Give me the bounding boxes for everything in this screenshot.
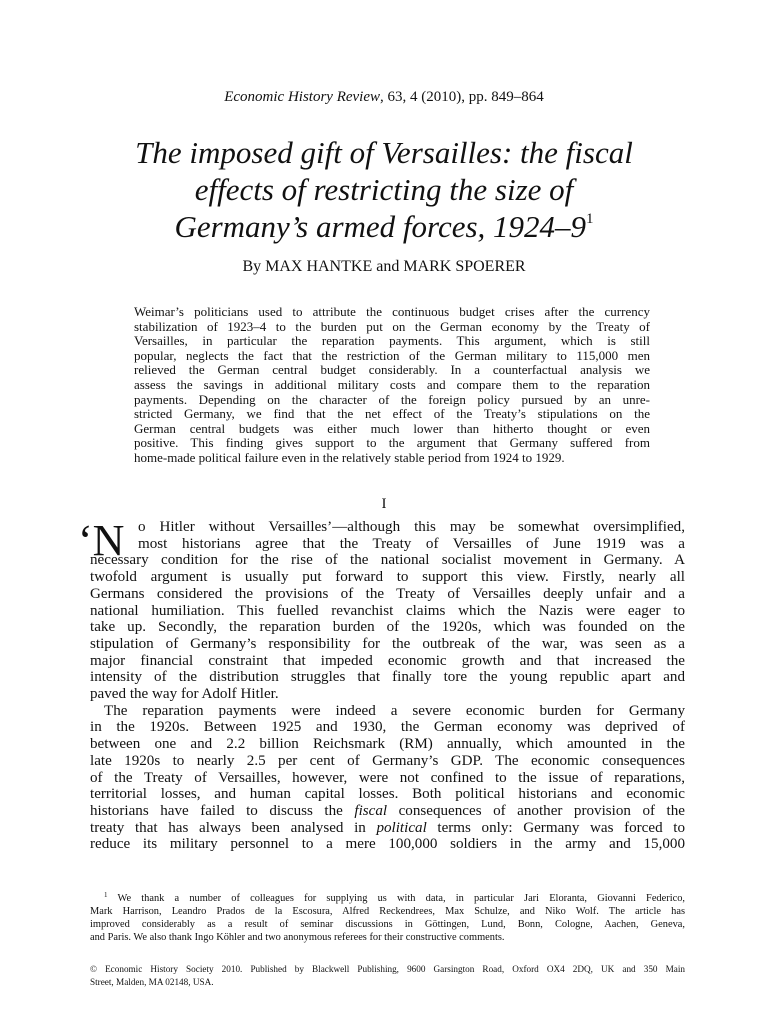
abstract-line: relieved the German central budget considerably. In a counterfactual analysis we <box>134 362 650 378</box>
abstract-line: German central budgets was either much lower than hitherto thought or even <box>134 420 650 436</box>
body-line: The reparation payments were indeed a severe economic burden for Germany <box>104 702 685 719</box>
body-line <box>90 803 685 820</box>
title-line-3-text: Germany’s armed forces, 1924–9 <box>174 209 587 244</box>
body-line: national humiliation. This fuelled revanchist claims which the Nazis were eager to <box>90 602 685 619</box>
body-line: reduce its military personnel to a mere 100,000 soldiers in the army and 15,000 <box>90 836 685 853</box>
body-line: necessary condition for the rise of the national socialist movement in Germany. A <box>90 552 685 569</box>
body-line: territorial losses, and human capital losses. Both political historians and economic <box>90 786 685 803</box>
body-text <box>90 519 685 853</box>
body-line: major financial constraint that impeded economic growth and that increased the <box>90 652 685 669</box>
copyright-line: Street, Malden, MA 02148, USA. <box>90 976 214 987</box>
footnote-marker: 1 <box>104 891 108 899</box>
body-line: paved the way for Adolf Hitler. <box>90 686 279 703</box>
copyright-notice <box>90 963 685 988</box>
body-text-run: treaty that has always been analysed in <box>90 819 377 836</box>
footnote-line: Mark Harrison, Leandro Prados de la Escosura, Alfred Reckendrees, Max Schulze, and Niko Wolf. The article has <box>90 905 685 917</box>
body-line: most historians agree that the Treaty of Versailles of June 1919 was a <box>138 535 685 552</box>
drop-cap: ‘N <box>78 516 125 565</box>
abstract-line: home-made political failure even in the relatively stable period from 1924 to 1929. <box>134 449 565 465</box>
copyright-line: © Economic History Society 2010. Published by Blackwell Publishing, 9600 Garsington Road, Oxford OX4 2DQ, UK and 350 Main <box>90 964 685 974</box>
paper-title <box>60 134 708 245</box>
footnote-line <box>90 893 685 906</box>
body-line: o Hitler without Versailles’—although this may be somewhat oversimplified, <box>138 519 685 535</box>
body-line <box>90 820 685 837</box>
abstract-line: Weimar’s politicians used to attribute the continuous budget crises after the currency <box>134 304 650 319</box>
body-italic-run: political <box>376 819 427 836</box>
abstract-line: popular, neglects the fact that the restriction of the German military to 115,000 men <box>134 347 650 363</box>
body-line: stipulation of Germany’s responsibility for the outbreak of the war, was seen as a <box>90 635 685 652</box>
journal-volume-pages: , 63, 4 (2010), pp. 849–864 <box>380 89 544 105</box>
footnote <box>90 893 685 945</box>
section-heading: I <box>381 496 387 512</box>
footnote-line: and Paris. We also thank Ingo Köhler and two anonymous referees for their constructive comments. <box>90 931 505 943</box>
body-line: Germans considered the provisions of the Treaty of Versailles deeply unfair and a <box>90 585 685 602</box>
body-line: late 1920s to nearly 2.5 per cent of Germany’s GDP. The economic consequences <box>90 752 685 769</box>
abstract-line: payments. Depending on the character of the foreign policy pursued by an unre- <box>134 391 650 407</box>
abstract-line: stabilization of 1923–4 to the burden put on the German economy by the Treaty of <box>134 318 650 334</box>
body-text-run: terms only: Germany was forced to <box>426 819 685 836</box>
title-line-1: The imposed gift of Versailles: the fiscal <box>135 135 633 170</box>
abstract-line: Versailles, in particular the reparation payments. This argument, which is still <box>134 333 650 349</box>
body-line: between one and 2.2 billion Reichsmark (RM) annually, which amounted in the <box>90 736 685 753</box>
title-line-2: effects of restricting the size of <box>194 172 574 207</box>
body-text-run: historians have failed to discuss the <box>90 802 355 819</box>
journal-name: Economic History Review <box>224 89 381 105</box>
author-byline: By MAX HANTKE and MARK SPOERER <box>242 258 526 275</box>
abstract <box>134 305 650 466</box>
body-line: in the 1920s. Between 1925 and 1930, the German economy was deprived of <box>90 719 685 736</box>
body-text-run: consequences of another provision of the <box>387 802 685 819</box>
body-italic-run: fiscal <box>354 802 388 819</box>
journal-citation <box>0 88 768 106</box>
body-line: intensity of the distribution struggles that finally tore the young republic apart and <box>90 669 685 686</box>
footnote-line: improved considerably as a result of seminar discussions in Göttingen, Lund, Bonn, Cologne, Aachen, Geneva, <box>90 918 685 930</box>
abstract-line: positive. This finding gives support to the argument that Germany suffered from <box>134 435 650 451</box>
title-footnote-marker[interactable]: 1 <box>586 211 594 227</box>
title-line-3 <box>60 208 708 245</box>
abstract-line: stricted Germany, we find that the net effect of the Treaty’s stipulations on the <box>134 406 650 422</box>
body-line: take up. Secondly, the reparation burden of the 1920s, which was founded on the <box>90 619 685 636</box>
body-line: of the Treaty of Versailles, however, were not confined to the issue of reparations, <box>90 769 685 786</box>
body-line: twofold argument is usually put forward to support this view. Firstly, nearly all <box>90 569 685 586</box>
abstract-line: assess the savings in additional military costs and compare them to the reparation <box>134 376 650 392</box>
footnote-text-run: We thank a number of colleagues for supplying us with data, in particular Jari Eloranta, Giovanni Federico, <box>107 893 685 904</box>
